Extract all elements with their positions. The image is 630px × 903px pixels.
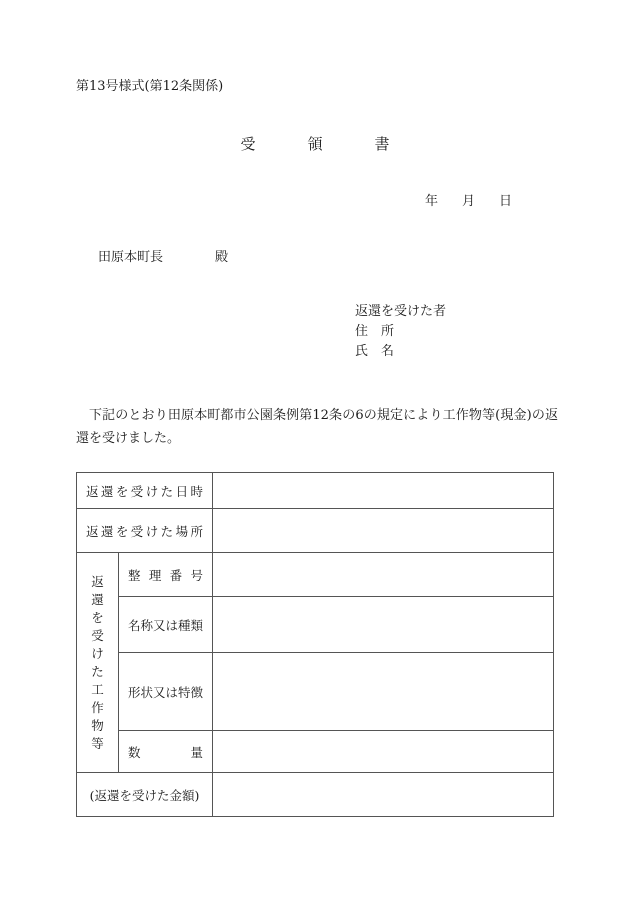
vertical-label-cell-structure-group	[77, 553, 119, 773]
date-line	[425, 190, 512, 209]
receiver-address-label: 住 所	[355, 324, 395, 339]
label-cell-serial-number	[119, 553, 213, 597]
receiver-name-label: 氏 名	[355, 344, 395, 359]
value-cell-shape-or-feature[interactable]	[213, 653, 554, 731]
vert-char-8: 作	[91, 699, 104, 715]
vert-char-5: け	[91, 645, 104, 661]
value-cell-quantity[interactable]	[213, 731, 554, 773]
date-day-label: 日	[499, 194, 513, 209]
vertical-label-structure-group	[77, 573, 118, 753]
receiver-info-block	[355, 302, 446, 362]
document-title	[0, 133, 630, 154]
return-details-table	[76, 472, 554, 817]
vert-char-10: 等	[91, 735, 104, 751]
vert-char-3: を	[91, 609, 104, 625]
vert-char-4: 受	[91, 627, 104, 643]
table-row-quantity	[77, 731, 554, 773]
addressee-line	[98, 246, 228, 265]
vert-char-7: 工	[91, 681, 104, 697]
vert-char-2: 還	[91, 591, 104, 607]
table-row-amount	[77, 773, 554, 817]
value-cell-place[interactable]	[213, 509, 554, 553]
date-month-label: 月	[462, 194, 476, 209]
label-shape-or-feature: 形状又は特徴	[128, 684, 204, 700]
table-row-serial-number	[77, 553, 554, 597]
table-row-place	[77, 509, 554, 553]
vert-char-1: 返	[91, 573, 104, 589]
table-row-name-or-type	[77, 597, 554, 653]
value-cell-serial-number[interactable]	[213, 553, 554, 597]
vert-char-9: 物	[91, 717, 104, 733]
label-amount: (返還を受けた金額)	[89, 787, 200, 803]
title-char-1: 受	[240, 135, 256, 153]
body-paragraph: 下記のとおり田原本町都市公園条例第12条の6の規定により工作物等(現金)の返還を受けました。	[76, 408, 558, 446]
table-row-shape-or-feature	[77, 653, 554, 731]
label-cell-datetime	[77, 473, 213, 509]
table-row-datetime	[77, 473, 554, 509]
form-number: 第13号様式(第12条関係)	[76, 79, 224, 94]
value-cell-datetime[interactable]	[213, 473, 554, 509]
value-cell-amount[interactable]	[213, 773, 554, 817]
value-cell-name-or-type[interactable]	[213, 597, 554, 653]
title-char-2: 領	[307, 135, 323, 153]
label-datetime: 返還を受けた日時	[86, 483, 204, 499]
label-cell-place	[77, 509, 213, 553]
addressee-recipient: 田原本町長	[98, 250, 164, 265]
date-year-label: 年	[425, 194, 439, 209]
label-quantity: 数量	[128, 744, 204, 760]
label-place: 返還を受けた場所	[86, 523, 204, 539]
label-cell-shape-or-feature	[119, 653, 213, 731]
label-cell-name-or-type	[119, 597, 213, 653]
receiver-heading: 返還を受けた者	[355, 304, 447, 319]
label-serial-number: 整理番号	[128, 567, 204, 583]
label-cell-quantity	[119, 731, 213, 773]
title-char-3: 書	[374, 135, 390, 153]
label-name-or-type: 名称又は種類	[128, 617, 204, 633]
label-cell-amount	[77, 773, 213, 817]
addressee-honorific: 殿	[215, 250, 229, 265]
vert-char-6: た	[91, 663, 104, 679]
